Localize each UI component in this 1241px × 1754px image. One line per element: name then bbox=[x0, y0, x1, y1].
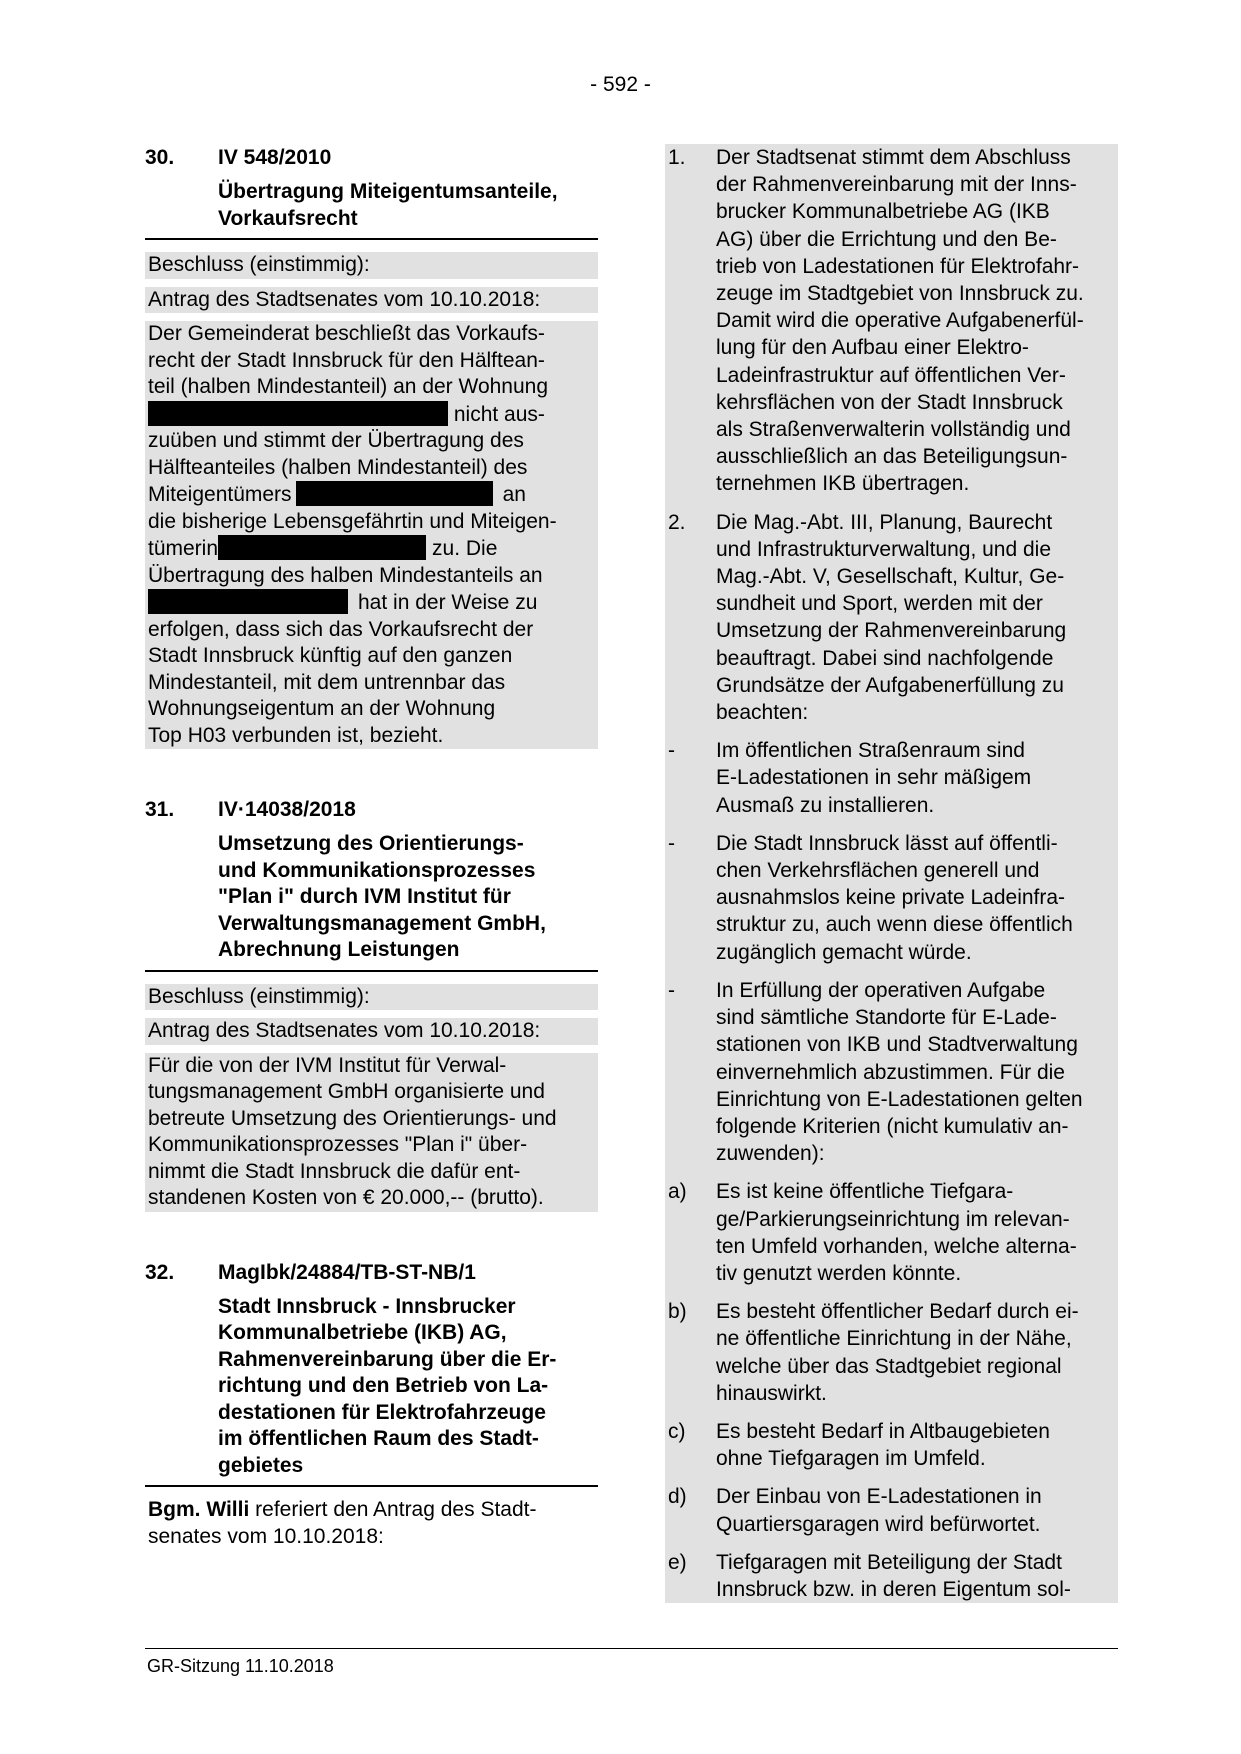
title-line: und Kommunikationsprozesses bbox=[218, 858, 536, 882]
point-label: 1. bbox=[668, 146, 686, 169]
item-title bbox=[218, 1294, 598, 1486]
item-reference: IV 548/2010 bbox=[218, 146, 332, 169]
point-label: e) bbox=[668, 1550, 687, 1574]
title-line: Vorkaufsrecht bbox=[218, 206, 358, 230]
title-line: Verwaltungsmanagement GmbH, bbox=[218, 911, 546, 935]
page-number: - 592 - bbox=[590, 73, 651, 96]
point-text: Im öffentlichen Straßenraum sind E-Ladestationen in sehr mäßigem Ausmaß zu installieren. bbox=[716, 739, 1032, 817]
point-text: Tiefgaragen mit Beteiligung der Stadt Innsbruck bzw. in deren Eigentum sol- bbox=[716, 1550, 1071, 1601]
point-text: Es besteht Bedarf in Altbaugebieten ohne Tiefgaragen im Umfeld. bbox=[716, 1419, 1050, 1471]
item-number: 31. bbox=[145, 798, 175, 821]
item-title bbox=[218, 831, 598, 970]
resolution-point bbox=[665, 1483, 1118, 1537]
point-label: - bbox=[668, 831, 675, 855]
title-line: Abrechnung Leistungen bbox=[218, 938, 460, 961]
title-line: gebietes bbox=[218, 1453, 304, 1477]
resolution-point bbox=[665, 1298, 1118, 1407]
agenda-item-30 bbox=[145, 144, 598, 749]
divider bbox=[145, 1485, 598, 1487]
resolution-point bbox=[665, 737, 1118, 819]
point-label: - bbox=[668, 739, 675, 763]
point-label: b) bbox=[668, 1300, 687, 1324]
redaction-bar bbox=[148, 401, 448, 426]
redaction-bar bbox=[296, 481, 493, 506]
point-label: a) bbox=[668, 1180, 687, 1204]
point-label: - bbox=[668, 978, 675, 1002]
point-text: Der Einbau von E-Ladestationen in Quartiersgaragen wird befürwortet. bbox=[716, 1485, 1042, 1536]
intro-text: Bgm. Willi referiert den Antrag des Stadt- senates vom 10.10.2018: bbox=[148, 1498, 537, 1548]
item-reference: MagIbk/24884/TB-ST-NB/1 bbox=[218, 1260, 476, 1284]
beschluss-label: Beschluss (einstimmig): bbox=[145, 984, 598, 1011]
resolution-point bbox=[665, 509, 1118, 727]
point-text: Die Stadt Innsbruck lässt auf öffentli- chen Verkehrsflächen generell und ausnahmslos keine private Ladeinfra- struktur zu, auch wenn diese öffentlich zugänglich gemacht würde. bbox=[716, 831, 1073, 964]
point-label: 2. bbox=[668, 510, 686, 534]
right-column-resolution bbox=[665, 144, 1118, 1603]
item-reference: IV·14038/2018 bbox=[218, 798, 356, 821]
point-text: Der Stadtsenat stimmt dem Abschluss der Rahmenvereinbarung mit der Inns- brucker Kommunalbetriebe AG (IKB AG) über die Errichtung und den Be- trieb von Ladestationen für Elektrofahr- zeuge im Stadtgebiet von Innsbruck zu. Damit wird die operative Aufgabenerfül- lung für den Aufbau einer Elektro- Ladeinfrastruktur auf öffentlichen Ver- kehrsflächen von der Stadt Innsbruck als Straßenverwalterin vollständig und ausschließlich an das Beteiligungsun- ternehmen IKB übertragen. bbox=[716, 146, 1084, 496]
title-line: Umsetzung des Orientierungs- bbox=[218, 832, 524, 855]
resolution-point bbox=[665, 1549, 1118, 1603]
title-line: Übertragung Miteigentumsanteile, bbox=[218, 180, 558, 203]
beschluss-label: Beschluss (einstimmig): bbox=[145, 252, 598, 279]
resolution-text: Der Gemeinderat beschließt das Vorkaufs- recht der Stadt Innsbruck für den Hälftean- teil (halben Mindestanteil) an der Wohnung nicht aus- zuüben und stimmt der Übertragung des Hälfteanteiles (halben Mindestanteil) des Miteigentümers an die bisherige Lebensgefährtin und Miteigen- tümerin zu. Die Übertragung des halben Mindestanteils an hat in der Weise zu erfolgen, dass sich das Vorkaufsrecht der Stadt Innsbruck künftig auf den ganzen Mindestanteil, mit dem untrennbar das Wohnungseigentum an der Wohnung Top H03 verbunden ist, bezieht. bbox=[145, 321, 598, 749]
speaker-name: Bgm. Willi bbox=[148, 1498, 250, 1521]
item-title bbox=[218, 179, 598, 238]
point-text: In Erfüllung der operativen Aufgabe sind sämtliche Standorte für E-Lade- stationen von IKB und Stadtverwaltung einvernehmlich abzustimmen. Für die Einrichtung von E-Ladestationen gelten folgende Kriterien (nicht kumulativ an- zuwenden): bbox=[716, 978, 1083, 1166]
footer-divider bbox=[145, 1648, 1118, 1649]
divider bbox=[145, 970, 598, 972]
antrag-label: Antrag des Stadtsenates vom 10.10.2018: bbox=[145, 287, 598, 314]
antrag-label: Antrag des Stadtsenates vom 10.10.2018: bbox=[145, 1018, 598, 1045]
point-text: Es besteht öffentlicher Bedarf durch ei- ne öffentliche Einrichtung in der Nähe, welche über das Stadtgebiet regional hinauswirkt. bbox=[716, 1300, 1079, 1405]
footer-text: GR-Sitzung 11.10.2018 bbox=[147, 1656, 334, 1676]
item-header bbox=[145, 1259, 598, 1286]
left-column bbox=[145, 144, 598, 1550]
redaction-bar bbox=[148, 589, 348, 614]
resolution-point bbox=[665, 977, 1118, 1167]
resolution-text: Für die von der IVM Institut für Verwal- tungsmanagement GmbH organisierte und betreute Umsetzung des Orientierungs- und Kommunikationsprozesses "Plan i" über- nimmt die Stadt Innsbruck die dafür ent- standenen Kosten von € 20.000,-- (brutto). bbox=[145, 1053, 598, 1212]
divider bbox=[145, 238, 598, 240]
agenda-item-31 bbox=[145, 796, 598, 1212]
item-header bbox=[145, 796, 598, 823]
item-header bbox=[145, 144, 598, 171]
title-line: Kommunalbetriebe (IKB) AG, bbox=[218, 1321, 507, 1344]
title-line: "Plan i" durch IVM Institut für bbox=[218, 885, 511, 908]
point-label: c) bbox=[668, 1419, 686, 1443]
point-text: Die Mag.-Abt. III, Planung, Baurecht und Infrastrukturverwaltung, und die Mag.-Abt. V, Gesellschaft, Kultur, Ge- sundheit und Sport, werden mit der Umsetzung der Rahmenvereinbarung beauftragt. Dabei sind nachfolgende Grundsätze der Aufgabenerfüllung zu beachten: bbox=[716, 510, 1067, 725]
agenda-item-32 bbox=[145, 1259, 598, 1551]
resolution-point bbox=[665, 830, 1118, 966]
item-number: 30. bbox=[145, 146, 175, 169]
point-text: Es ist keine öffentliche Tiefgara- ge/Parkierungseinrichtung im relevan- ten Umfeld vorhanden, welche alterna- tiv genutzt werden könnte. bbox=[716, 1180, 1077, 1285]
title-line: im öffentlichen Raum des Stadt- bbox=[218, 1427, 539, 1450]
title-line: Rahmenvereinbarung über die Er- bbox=[218, 1347, 557, 1371]
item-number: 32. bbox=[145, 1260, 175, 1284]
title-line: destationen für Elektrofahrzeuge bbox=[218, 1400, 546, 1424]
title-line: richtung und den Betrieb von La- bbox=[218, 1374, 549, 1397]
resolution-point bbox=[665, 144, 1118, 498]
point-label: d) bbox=[668, 1485, 687, 1509]
title-line: Stadt Innsbruck - Innsbrucker bbox=[218, 1294, 516, 1318]
resolution-point bbox=[665, 1178, 1118, 1287]
redaction-bar bbox=[218, 535, 426, 560]
resolution-point bbox=[665, 1418, 1118, 1472]
